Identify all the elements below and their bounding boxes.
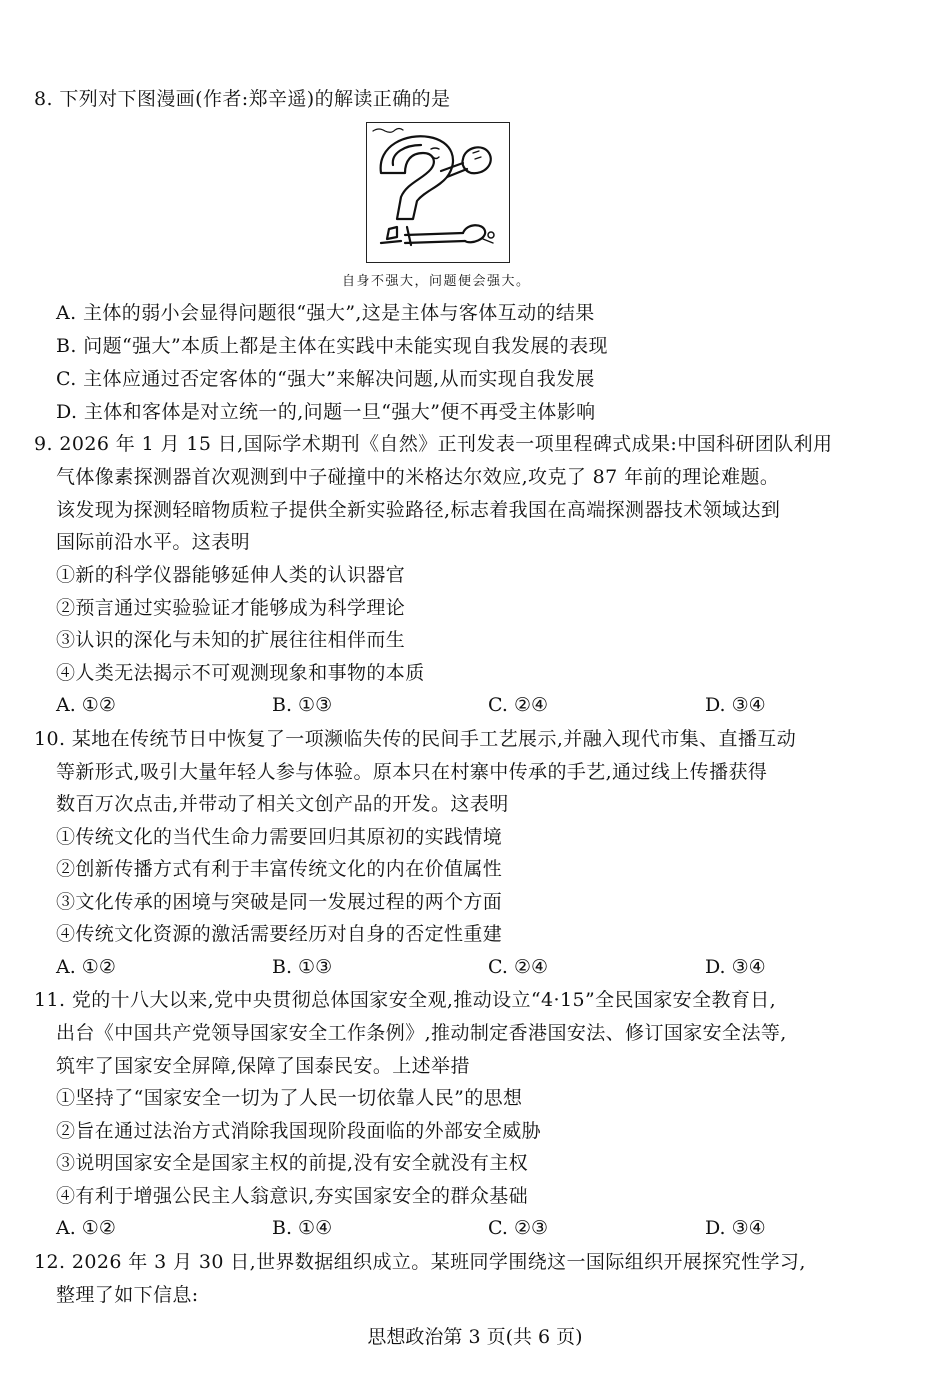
q10-item: ②创新传播方式有利于丰富传统文化的内在价值属性 — [56, 858, 503, 880]
q10-item: ①传统文化的当代生命力需要回归其原初的实践情境 — [56, 826, 503, 848]
q9-stem-line: 9. 2026 年 1 月 15 日,国际学术期刊《自然》正刊发表一项里程碑式成果:中国科研团队利用 — [34, 433, 833, 455]
q10-choice-a: A. ①② — [56, 956, 116, 978]
q8-option-c: C. 主体应通过否定客体的“强大”来解决问题,从而实现自我发展 — [56, 368, 595, 390]
q10-choice-b: B. ①③ — [272, 956, 333, 978]
q11-item: ②旨在通过法治方式消除我国现阶段面临的外部安全威胁 — [56, 1120, 542, 1142]
q10-choice-d: D. ③④ — [705, 956, 766, 978]
q8-option-b: B. 问题“强大”本质上都是主体在实践中未能实现自我发展的表现 — [56, 335, 608, 357]
q11-stem-line: 筑牢了国家安全屏障,保障了国泰民安。上述举措 — [56, 1055, 470, 1077]
q12-stem-line: 整理了如下信息: — [56, 1284, 199, 1306]
cartoon-image — [366, 122, 510, 263]
q11-stem-line: 11. 党的十八大以来,党中央贯彻总体国家安全观,推动设立“4·15”全民国家安全教育日, — [34, 989, 777, 1011]
q11-item: ①坚持了“国家安全一切为了人民一切依靠人民”的思想 — [56, 1087, 523, 1109]
q10-stem-line: 10. 某地在传统节日中恢复了一项濒临失传的民间手工艺展示,并融入现代市集、直播互动 — [34, 728, 797, 750]
q9-item: ④人类无法揭示不可观测现象和事物的本质 — [56, 662, 425, 684]
q10-stem-line: 数百万次点击,并带动了相关文创产品的开发。这表明 — [56, 793, 509, 815]
q9-choice-c: C. ②④ — [488, 694, 549, 716]
q10-item: ③文化传承的困境与突破是同一发展过程的两个方面 — [56, 891, 503, 913]
q8-option-d: D. 主体和客体是对立统一的,问题一旦“强大”便不再受主体影响 — [56, 401, 596, 423]
cartoon-caption: 自身不强大，问题便会强大。 — [342, 274, 531, 289]
q11-item: ④有利于增强公民主人翁意识,夯实国家安全的群众基础 — [56, 1185, 529, 1207]
q8-option-a: A. 主体的弱小会显得问题很“强大”,这是主体与客体互动的结果 — [56, 302, 595, 324]
q10-item: ④传统文化资源的激活需要经历对自身的否定性重建 — [56, 923, 503, 945]
q10-choice-c: C. ②④ — [488, 956, 549, 978]
q8-stem: 8. 下列对下图漫画(作者:郑辛遥)的解读正确的是 — [34, 88, 451, 110]
q9-choice-a: A. ①② — [56, 694, 116, 716]
cartoon-drawing — [367, 123, 508, 261]
q9-stem-line: 国际前沿水平。这表明 — [56, 531, 251, 553]
q9-item: ①新的科学仪器能够延伸人类的认识器官 — [56, 564, 406, 586]
q11-choice-c: C. ②③ — [488, 1217, 549, 1239]
q9-stem-line: 气体像素探测器首次观测到中子碰撞中的米格达尔效应,攻克了 87 年前的理论难题。 — [56, 466, 780, 488]
q9-choice-b: B. ①③ — [272, 694, 333, 716]
q11-stem-line: 出台《中国共产党领导国家安全工作条例》,推动制定香港国安法、修订国家安全法等, — [56, 1022, 787, 1044]
q11-choice-b: B. ①④ — [272, 1217, 333, 1239]
q9-item: ②预言通过实验验证才能够成为科学理论 — [56, 597, 406, 619]
q9-choice-d: D. ③④ — [705, 694, 766, 716]
q11-item: ③说明国家安全是国家主权的前提,没有安全就没有主权 — [56, 1152, 529, 1174]
q9-item: ③认识的深化与未知的扩展往往相伴而生 — [56, 629, 406, 651]
q9-stem-line: 该发现为探测轻暗物质粒子提供全新实验路径,标志着我国在高端探测器技术领域达到 — [56, 499, 781, 521]
q12-stem-line: 12. 2026 年 3 月 30 日,世界数据组织成立。某班同学围绕这一国际组织开展探究性学习, — [34, 1251, 806, 1273]
page-footer: 思想政治第 3 页(共 6 页) — [367, 1326, 583, 1348]
q10-stem-line: 等新形式,吸引大量年轻人参与体验。原本只在村寨中传承的手艺,通过线上传播获得 — [56, 761, 768, 783]
q11-choice-d: D. ③④ — [705, 1217, 766, 1239]
q11-choice-a: A. ①② — [56, 1217, 116, 1239]
